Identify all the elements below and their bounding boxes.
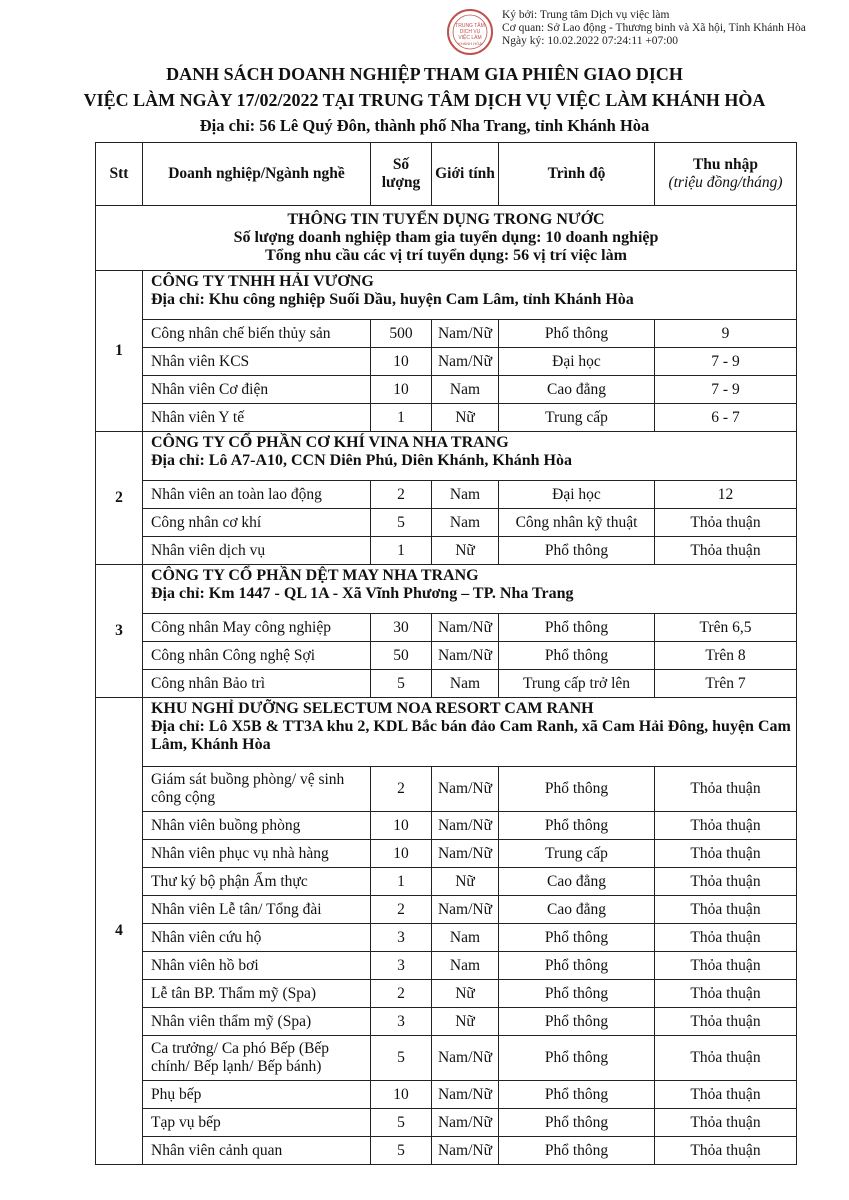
job-quantity: 3 bbox=[371, 952, 432, 980]
job-level: Công nhân kỹ thuật bbox=[499, 509, 655, 537]
job-gender: Nam/Nữ bbox=[432, 1109, 499, 1137]
job-title: Công nhân chế biến thủy sản bbox=[143, 320, 371, 348]
svg-text:VIỆC LÀM: VIỆC LÀM bbox=[458, 35, 482, 41]
job-gender: Nữ bbox=[432, 868, 499, 896]
job-income: 6 - 7 bbox=[655, 404, 797, 432]
job-quantity: 10 bbox=[371, 812, 432, 840]
job-income: 9 bbox=[655, 320, 797, 348]
job-row bbox=[96, 1081, 797, 1109]
company-address: Địa chỉ: Khu công nghiệp Suối Dầu, huyện Cam Lâm, tỉnh Khánh Hòa bbox=[151, 291, 634, 308]
job-gender: Nam bbox=[432, 376, 499, 404]
job-quantity: 500 bbox=[371, 320, 432, 348]
job-gender: Nam/Nữ bbox=[432, 1081, 499, 1109]
job-title: Nhân viên hồ bơi bbox=[143, 952, 371, 980]
job-title: Nhân viên Lễ tân/ Tổng đài bbox=[143, 896, 371, 924]
section-company-count: Số lượng doanh nghiệp tham gia tuyển dụng: 10 doanh nghiệp bbox=[233, 229, 659, 246]
company-address: Địa chỉ: Lô X5B & TT3A khu 2, KDL Bắc bán đảo Cam Ranh, xã Cam Hải Đông, huyện Cam Lâm, Khánh Hòa bbox=[151, 718, 791, 753]
job-title: Nhân viên KCS bbox=[143, 348, 371, 376]
job-income: 7 - 9 bbox=[655, 376, 797, 404]
document-title-line1: DANH SÁCH DOANH NGHIỆP THAM GIA PHIÊN GIAO DỊCH bbox=[166, 64, 683, 84]
signature-agency: Cơ quan: Sở Lao động - Thương binh và Xã hội, Tỉnh Khánh Hòa bbox=[502, 22, 806, 34]
job-title: Công nhân Công nghệ Sợi bbox=[143, 642, 371, 670]
job-income: Thỏa thuận bbox=[655, 1137, 797, 1165]
job-quantity: 10 bbox=[371, 376, 432, 404]
job-level: Phổ thông bbox=[499, 614, 655, 642]
job-quantity: 5 bbox=[371, 1137, 432, 1165]
job-listing-table bbox=[95, 142, 797, 1165]
job-income: Thỏa thuận bbox=[655, 896, 797, 924]
job-quantity: 2 bbox=[371, 980, 432, 1008]
section-header bbox=[96, 206, 797, 271]
company-address: Địa chỉ: Lô A7-A10, CCN Diên Phú, Diên Khánh, Khánh Hòa bbox=[151, 452, 572, 469]
job-level: Phổ thông bbox=[499, 1109, 655, 1137]
company-row bbox=[96, 432, 797, 481]
company-row bbox=[96, 698, 797, 767]
job-title: Nhân viên cứu hộ bbox=[143, 924, 371, 952]
job-title: Phụ bếp bbox=[143, 1081, 371, 1109]
job-title: Nhân viên thẩm mỹ (Spa) bbox=[143, 1008, 371, 1036]
job-title: Thư ký bộ phận Ẩm thực bbox=[143, 868, 371, 896]
job-level: Phổ thông bbox=[499, 767, 655, 812]
section-title: THÔNG TIN TUYỂN DỤNG TRONG NƯỚC bbox=[287, 211, 605, 228]
svg-text:TRUNG TÂM: TRUNG TÂM bbox=[455, 23, 485, 29]
company-name: CÔNG TY CỔ PHẦN CƠ KHÍ VINA NHA TRANG bbox=[151, 434, 509, 451]
job-income: 7 - 9 bbox=[655, 348, 797, 376]
svg-text:DỊCH VỤ: DỊCH VỤ bbox=[459, 29, 481, 35]
job-row bbox=[96, 642, 797, 670]
job-level: Cao đẳng bbox=[499, 896, 655, 924]
job-gender: Nam/Nữ bbox=[432, 1036, 499, 1081]
job-quantity: 10 bbox=[371, 348, 432, 376]
job-level: Phổ thông bbox=[499, 537, 655, 565]
job-level: Cao đẳng bbox=[499, 376, 655, 404]
job-quantity: 2 bbox=[371, 767, 432, 812]
job-title: Nhân viên phục vụ nhà hàng bbox=[143, 840, 371, 868]
job-gender: Nam/Nữ bbox=[432, 1137, 499, 1165]
company-row bbox=[96, 271, 797, 320]
job-quantity: 10 bbox=[371, 1081, 432, 1109]
job-gender: Nữ bbox=[432, 1008, 499, 1036]
job-gender: Nam/Nữ bbox=[432, 896, 499, 924]
document-title-line2: VIỆC LÀM NGÀY 17/02/2022 TẠI TRUNG TÂM DỊCH VỤ VIỆC LÀM KHÁNH HÒA bbox=[83, 90, 766, 110]
digital-signature bbox=[446, 8, 841, 64]
job-quantity: 50 bbox=[371, 642, 432, 670]
job-gender: Nam/Nữ bbox=[432, 767, 499, 812]
job-gender: Nữ bbox=[432, 980, 499, 1008]
job-row bbox=[96, 404, 797, 432]
job-row bbox=[96, 670, 797, 698]
job-gender: Nữ bbox=[432, 404, 499, 432]
job-gender: Nam/Nữ bbox=[432, 812, 499, 840]
job-gender: Nam/Nữ bbox=[432, 614, 499, 642]
row-stt: 3 bbox=[96, 565, 143, 698]
header-stt: Stt bbox=[96, 143, 143, 206]
job-level: Phổ thông bbox=[499, 320, 655, 348]
job-row bbox=[96, 509, 797, 537]
job-income: Thỏa thuận bbox=[655, 1008, 797, 1036]
job-income: Thỏa thuận bbox=[655, 1109, 797, 1137]
job-gender: Nam/Nữ bbox=[432, 320, 499, 348]
job-row bbox=[96, 1109, 797, 1137]
company-info bbox=[143, 698, 797, 767]
seal-stamp-icon bbox=[446, 8, 494, 56]
job-row bbox=[96, 767, 797, 812]
job-row bbox=[96, 348, 797, 376]
job-gender: Nam/Nữ bbox=[432, 840, 499, 868]
signature-date: Ngày ký: 10.02.2022 07:24:11 +07:00 bbox=[502, 35, 678, 47]
job-row bbox=[96, 614, 797, 642]
section-position-count: Tổng nhu cầu các vị trí tuyển dụng: 56 vị trí việc làm bbox=[265, 247, 627, 264]
job-title: Nhân viên Y tế bbox=[143, 404, 371, 432]
job-gender: Nam bbox=[432, 924, 499, 952]
job-income: Thỏa thuận bbox=[655, 952, 797, 980]
job-quantity: 5 bbox=[371, 1109, 432, 1137]
job-income: Thỏa thuận bbox=[655, 980, 797, 1008]
document-address: Địa chỉ: 56 Lê Quý Đôn, thành phố Nha Trang, tỉnh Khánh Hòa bbox=[199, 116, 650, 135]
job-quantity: 2 bbox=[371, 481, 432, 509]
job-title: Giám sát buồng phòng/ vệ sinh công cộng bbox=[143, 767, 371, 812]
company-info bbox=[143, 432, 797, 481]
header-company: Doanh nghiệp/Ngành nghề bbox=[143, 143, 371, 206]
job-gender: Nam bbox=[432, 509, 499, 537]
job-income: Thỏa thuận bbox=[655, 924, 797, 952]
job-level: Phổ thông bbox=[499, 980, 655, 1008]
job-quantity: 2 bbox=[371, 896, 432, 924]
job-title: Nhân viên buồng phòng bbox=[143, 812, 371, 840]
job-level: Trung cấp bbox=[499, 404, 655, 432]
row-stt: 1 bbox=[96, 271, 143, 432]
job-level: Phổ thông bbox=[499, 812, 655, 840]
job-row bbox=[96, 952, 797, 980]
job-level: Phổ thông bbox=[499, 1036, 655, 1081]
job-quantity: 1 bbox=[371, 537, 432, 565]
job-row bbox=[96, 376, 797, 404]
job-income: Thỏa thuận bbox=[655, 1036, 797, 1081]
job-row bbox=[96, 1137, 797, 1165]
job-income: Trên 7 bbox=[655, 670, 797, 698]
job-gender: Nam bbox=[432, 670, 499, 698]
job-gender: Nữ bbox=[432, 537, 499, 565]
job-quantity: 1 bbox=[371, 868, 432, 896]
job-income: Thỏa thuận bbox=[655, 767, 797, 812]
job-quantity: 10 bbox=[371, 840, 432, 868]
table-header-row bbox=[96, 143, 797, 206]
job-gender: Nam bbox=[432, 481, 499, 509]
job-level: Trung cấp trở lên bbox=[499, 670, 655, 698]
job-level: Phổ thông bbox=[499, 1081, 655, 1109]
job-gender: Nam/Nữ bbox=[432, 642, 499, 670]
header-income-label: Thu nhập bbox=[692, 156, 759, 173]
job-quantity: 3 bbox=[371, 1008, 432, 1036]
job-quantity: 1 bbox=[371, 404, 432, 432]
job-title: Công nhân cơ khí bbox=[143, 509, 371, 537]
job-income: Thỏa thuận bbox=[655, 509, 797, 537]
job-title: Công nhân May công nghiệp bbox=[143, 614, 371, 642]
company-name: CÔNG TY CỔ PHẦN DỆT MAY NHA TRANG bbox=[151, 567, 479, 584]
header-income-unit: (triệu đồng/tháng) bbox=[668, 174, 783, 191]
job-income: Thỏa thuận bbox=[655, 1081, 797, 1109]
job-income: Thỏa thuận bbox=[655, 840, 797, 868]
job-quantity: 5 bbox=[371, 509, 432, 537]
company-name: KHU NGHỈ DƯỠNG SELECTUM NOA RESORT CAM RANH bbox=[151, 700, 594, 717]
job-row bbox=[96, 320, 797, 348]
header-quantity: Số lượng bbox=[371, 143, 432, 206]
job-level: Cao đẳng bbox=[499, 868, 655, 896]
job-level: Phổ thông bbox=[499, 1137, 655, 1165]
company-name: CÔNG TY TNHH HẢI VƯƠNG bbox=[151, 273, 374, 290]
row-stt: 2 bbox=[96, 432, 143, 565]
job-row bbox=[96, 1036, 797, 1081]
company-info bbox=[143, 271, 797, 320]
signature-details bbox=[502, 9, 841, 48]
signature-signer: Ký bởi: Trung tâm Dịch vụ việc làm bbox=[502, 9, 670, 21]
job-row bbox=[96, 812, 797, 840]
job-income: Thỏa thuận bbox=[655, 812, 797, 840]
job-title: Nhân viên cảnh quan bbox=[143, 1137, 371, 1165]
header-income bbox=[655, 143, 797, 206]
company-address: Địa chỉ: Km 1447 - QL 1A - Xã Vĩnh Phương – TP. Nha Trang bbox=[151, 585, 574, 602]
job-title: Ca trưởng/ Ca phó Bếp (Bếp chính/ Bếp lạnh/ Bếp bánh) bbox=[143, 1036, 371, 1081]
job-row bbox=[96, 537, 797, 565]
job-level: Phổ thông bbox=[499, 924, 655, 952]
job-title: Nhân viên Cơ điện bbox=[143, 376, 371, 404]
job-title: Tạp vụ bếp bbox=[143, 1109, 371, 1137]
job-title: Lễ tân BP. Thẩm mỹ (Spa) bbox=[143, 980, 371, 1008]
job-row bbox=[96, 868, 797, 896]
job-income: Thỏa thuận bbox=[655, 537, 797, 565]
job-level: Phổ thông bbox=[499, 642, 655, 670]
job-row bbox=[96, 896, 797, 924]
svg-text:KHÁNH HÒA: KHÁNH HÒA bbox=[458, 41, 482, 46]
job-row bbox=[96, 980, 797, 1008]
row-stt: 4 bbox=[96, 698, 143, 1165]
job-income: 12 bbox=[655, 481, 797, 509]
section-header-row bbox=[96, 206, 797, 271]
job-gender: Nam/Nữ bbox=[432, 348, 499, 376]
job-quantity: 5 bbox=[371, 670, 432, 698]
job-quantity: 5 bbox=[371, 1036, 432, 1081]
job-row bbox=[96, 840, 797, 868]
job-level: Đại học bbox=[499, 348, 655, 376]
company-info bbox=[143, 565, 797, 614]
header-gender: Giới tính bbox=[432, 143, 499, 206]
job-level: Phổ thông bbox=[499, 1008, 655, 1036]
job-income: Thỏa thuận bbox=[655, 868, 797, 896]
header-level: Trình độ bbox=[499, 143, 655, 206]
job-gender: Nam bbox=[432, 952, 499, 980]
job-quantity: 30 bbox=[371, 614, 432, 642]
job-income: Trên 6,5 bbox=[655, 614, 797, 642]
job-level: Phổ thông bbox=[499, 952, 655, 980]
job-title: Nhân viên an toàn lao động bbox=[143, 481, 371, 509]
job-income: Trên 8 bbox=[655, 642, 797, 670]
company-row bbox=[96, 565, 797, 614]
job-level: Đại học bbox=[499, 481, 655, 509]
job-row bbox=[96, 1008, 797, 1036]
job-row bbox=[96, 481, 797, 509]
job-row bbox=[96, 924, 797, 952]
job-title: Công nhân Bảo trì bbox=[143, 670, 371, 698]
job-quantity: 3 bbox=[371, 924, 432, 952]
job-level: Trung cấp bbox=[499, 840, 655, 868]
job-title: Nhân viên dịch vụ bbox=[143, 537, 371, 565]
